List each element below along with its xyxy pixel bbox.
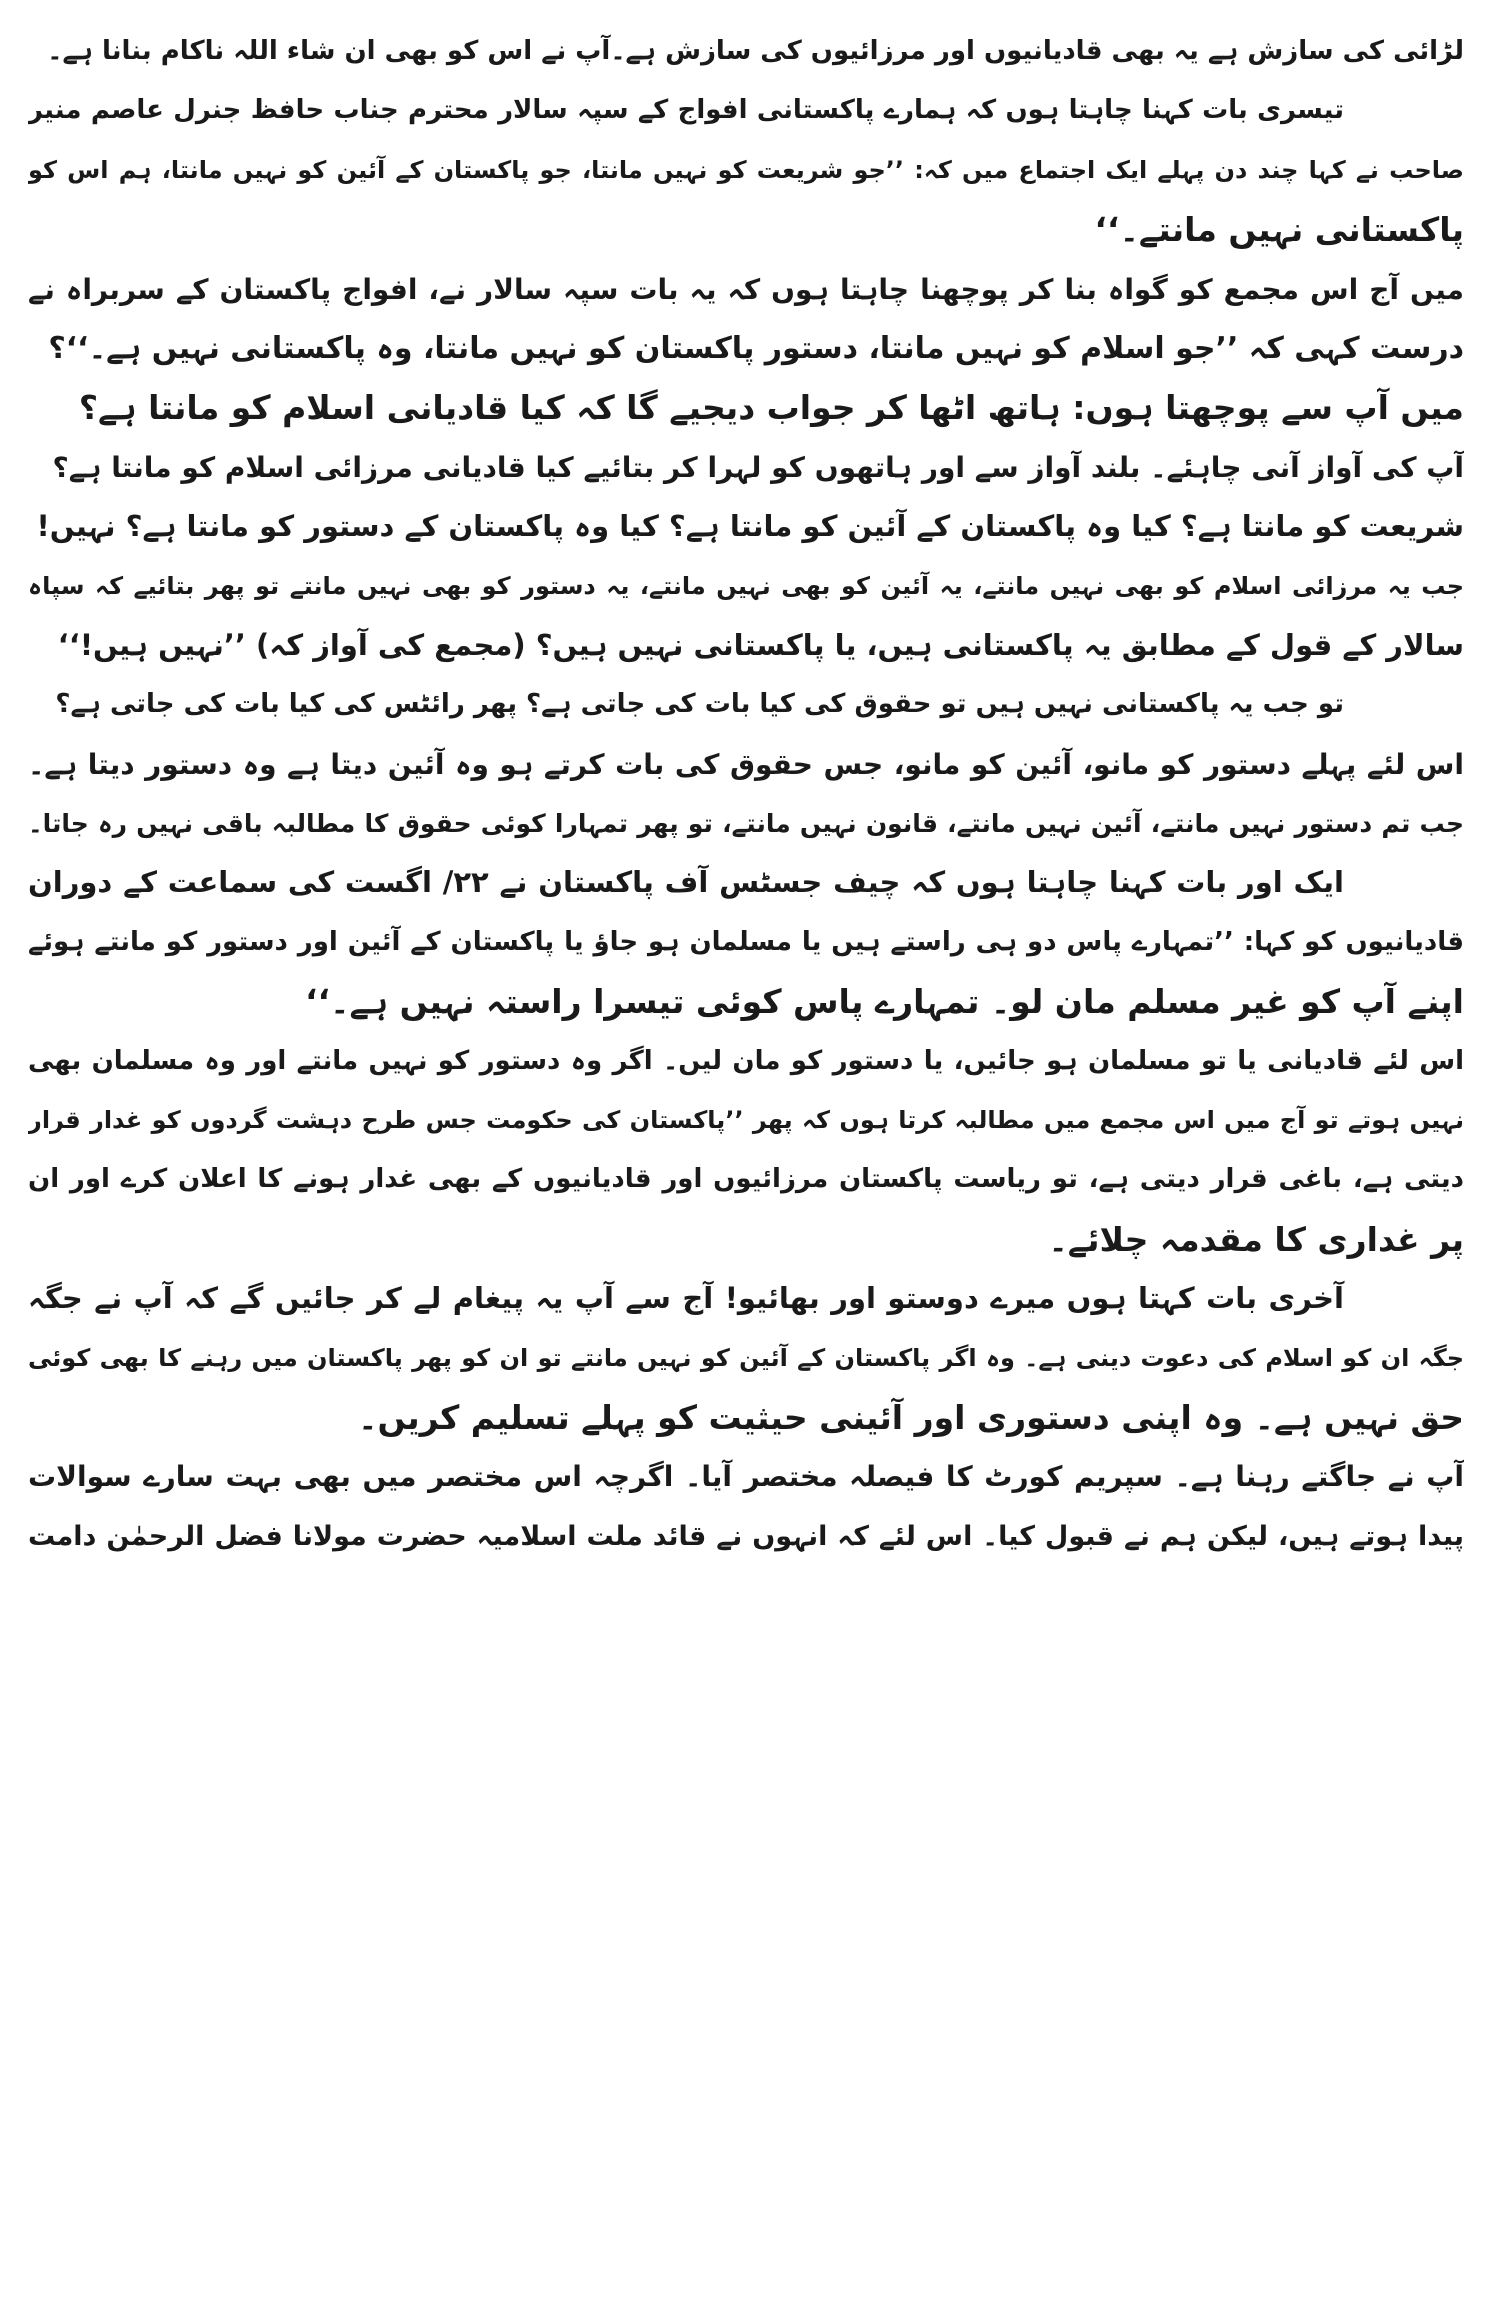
text-line: حق نہیں ہے۔ وہ اپنی دستوری اور آئینی حیثیت کو پہلے تسلیم کریں۔ bbox=[358, 1397, 1464, 1437]
text-line: دیتی ہے، باغی قرار دیتی ہے، تو ریاست پاکستان مرزائیوں اور قادیانیوں کے بھی غدار ہونے کا اعلان کرے اور ان bbox=[28, 1164, 1464, 1195]
text-line: میں آپ سے پوچھتا ہوں: ہاتھ اٹھا کر جواب دیجیے گا کہ کیا قادیانی اسلام کو مانتا ہے؟ bbox=[78, 388, 1464, 428]
text-line: اس لئے قادیانی یا تو مسلمان ہو جائیں، یا دستور کو مان لیں۔ اگر وہ دستور کو نہیں مانتے اور وہ مسلمان بھی bbox=[28, 1045, 1464, 1076]
text-line: اپنے آپ کو غیر مسلم مان لو۔ تمہارے پاس کوئی تیسرا راستہ نہیں ہے۔‘‘ bbox=[305, 982, 1464, 1022]
text-line: آخری بات کہتا ہوں میرے دوستو اور بھائیو! آج سے آپ یہ پیغام لے کر جائیں گے کہ آپ نے جگہ bbox=[28, 1281, 1344, 1316]
text-line: شریعت کو مانتا ہے؟ کیا وہ پاکستان کے آئین کو مانتا ہے؟ کیا وہ پاکستان کے دستور کو مانتا ہے؟ نہیں! bbox=[36, 509, 1464, 544]
text-line: تیسری بات کہنا چاہتا ہوں کہ ہمارے پاکستانی افواج کے سپہ سالار محترم جناب حافظ جنرل عاصم منیر bbox=[28, 95, 1344, 126]
text-line: پیدا ہوتے ہیں، لیکن ہم نے قبول کیا۔ اس لئے کہ انہوں نے قائد ملت اسلامیہ حضرت مولانا فضل الرحمٰن دامت bbox=[28, 1520, 1464, 1552]
text-line: پاکستانی نہیں مانتے۔‘‘ bbox=[1094, 210, 1464, 250]
text-line: جب یہ مرزائی اسلام کو بھی نہیں مانتے، یہ آئین کو بھی نہیں مانتے، یہ دستور کو بھی نہیں مانتے تو پھر بتائیے کہ سپاہ bbox=[28, 571, 1464, 600]
text-line: ایک اور بات کہنا چاہتا ہوں کہ چیف جسٹس آف پاکستان نے ۲۲/ اگست کی سماعت کے دوران bbox=[28, 865, 1344, 900]
text-line: آپ کی آواز آنی چاہئے۔ بلند آواز سے اور ہاتھوں کو لہرا کر بتائیے کیا قادیانی مرزائی اسلام کو مانتا ہے؟ bbox=[52, 450, 1464, 484]
text-line: جگہ ان کو اسلام کی دعوت دینی ہے۔ وہ اگر پاکستان کے آئین کو نہیں مانتے تو ان کو پھر پاکستان میں رہنے کا بھی کوئی bbox=[28, 1343, 1464, 1372]
text-line: اس لئے پہلے دستور کو مانو، آئین کو مانو، جس حقوق کی بات کرتے ہو وہ آئین دیتا ہے وہ دستور دیتا ہے۔ bbox=[28, 747, 1464, 781]
text-line: سالار کے قول کے مطابق یہ پاکستانی ہیں، یا پاکستانی نہیں ہیں؟ (مجمع کی آواز کہ) ’’نہیں ہیں!‘‘ bbox=[57, 627, 1464, 662]
document-page bbox=[28, 22, 1464, 2278]
text-line: نہیں ہوتے تو آج میں اس مجمع میں مطالبہ کرتا ہوں کہ پھر ’’پاکستان کی حکومت جس طرح دہشت گردوں کو غدار قرار bbox=[28, 1106, 1464, 1135]
text-line: جب تم دستور نہیں مانتے، آئین نہیں مانتے، قانون نہیں مانتے، تو پھر تمہارا کوئی حقوق کا مطالبہ باقی نہیں رہ جاتا۔ bbox=[28, 809, 1464, 839]
text-line: تو جب یہ پاکستانی نہیں ہیں تو حقوق کی کیا بات کی جاتی ہے؟ پھر رائٹس کی کیا بات کی جاتی ہے؟ bbox=[55, 689, 1344, 720]
text-line: درست کہی کہ ’’جو اسلام کو نہیں مانتا، دستور پاکستان کو نہیں مانتا، وہ پاکستانی نہیں ہے۔‘‘؟ bbox=[48, 330, 1464, 366]
text-line: قادیانیوں کو کہا: ’’تمہارے پاس دو ہی راستے ہیں یا مسلمان ہو جاؤ یا پاکستان کے آئین اور دستور کو مانتے ہوئے bbox=[28, 926, 1464, 957]
text-line: آپ نے جاگتے رہنا ہے۔ سپریم کورٹ کا فیصلہ مختصر آیا۔ اگرچہ اس مختصر میں بھی بہت سارے سوالات bbox=[28, 1460, 1464, 1494]
text-line: صاحب نے کہا چند دن پہلے ایک اجتماع میں کہ: ’’جو شریعت کو نہیں مانتا، جو پاکستان کے آئین کو نہیں مانتا، ہم اس کو bbox=[28, 155, 1464, 184]
text-line: لڑائی کی سازش ہے یہ بھی قادیانیوں اور مرزائیوں کی سازش ہے۔آپ نے اس کو بھی ان شاء اللہ ناکام بنانا ہے۔ bbox=[47, 36, 1464, 66]
text-line: پر غداری کا مقدمہ چلائے۔ bbox=[1048, 1219, 1464, 1259]
text-line: میں آج اس مجمع کو گواہ بنا کر پوچھنا چاہتا ہوں کہ یہ بات سپہ سالار نے، افواج پاکستان کے سربراہ نے bbox=[28, 272, 1464, 306]
